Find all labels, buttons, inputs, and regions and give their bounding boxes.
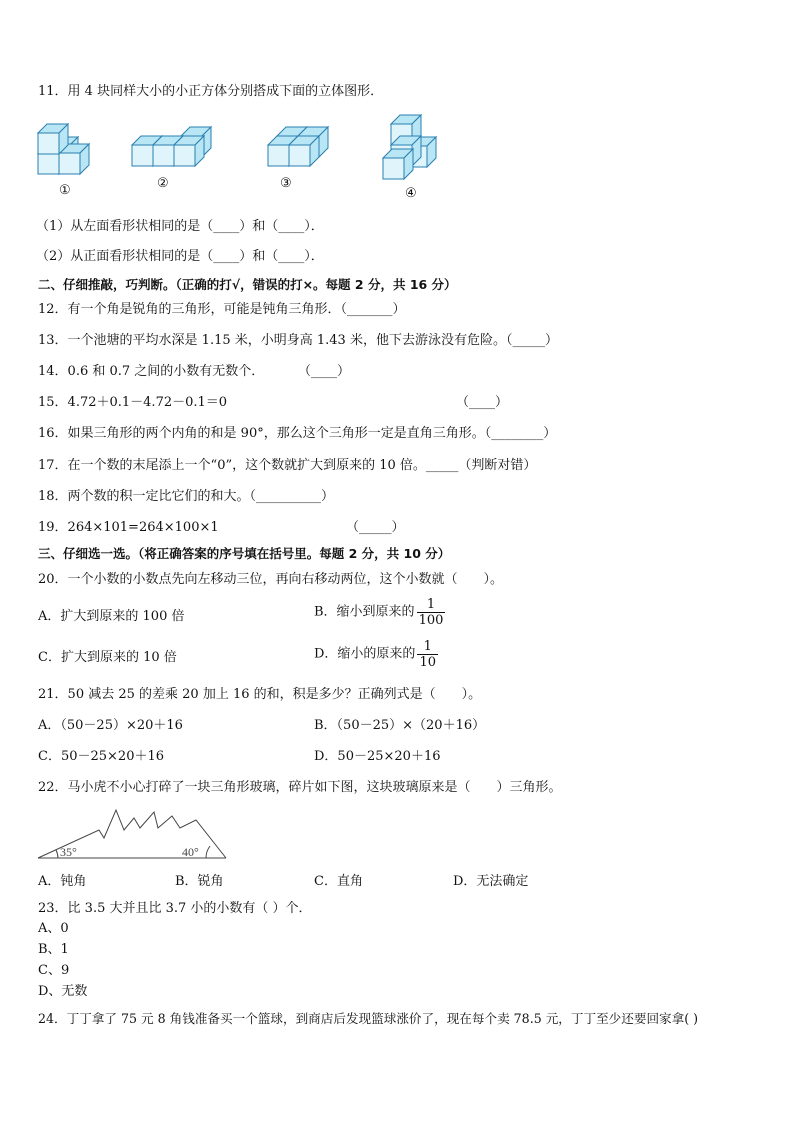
q21-option-b: B．（50－25）×（20＋16）	[314, 718, 486, 733]
q11-sub2: （2）从正面看形状相同的是（____）和（____）．	[36, 249, 324, 264]
q20-option-d-text: D．缩小的原来的	[314, 646, 416, 662]
cube-figure-4	[381, 113, 447, 183]
q23-option-c: C、9	[38, 963, 70, 978]
q23-option-a: A、0	[38, 921, 69, 936]
angle-arc-left	[56, 850, 58, 858]
fraction-denominator: 10	[419, 655, 436, 670]
q16: 16．如果三角形的两个内角的和是 90°，那么这个三角形一定是直角三角形。（________）	[38, 426, 557, 441]
cube-front-face	[132, 145, 153, 166]
q20-option-b	[314, 597, 445, 628]
q21-stem: 21．50 减去 25 的差乘 20 加上 16 的和，积是多少？正确列式是（ ）。	[38, 687, 482, 702]
cube-front-face	[38, 153, 59, 174]
q11-stem: 11．用 4 块同样大小的小正方体分别搭成下面的立体图形．	[38, 84, 384, 99]
q23-option-b: B、1	[38, 942, 69, 957]
fraction-numerator: 1	[417, 639, 438, 655]
q15-blank: （____）	[456, 395, 509, 410]
q21-option-d: D．50－25×20＋16	[314, 749, 441, 764]
fraction-1-10	[417, 639, 438, 670]
cube-figure-1	[36, 116, 106, 178]
q22-option-a: A．钝角	[38, 874, 87, 889]
cube-front-face	[59, 153, 80, 174]
angle-label-left: 35°	[60, 845, 77, 859]
cube-front-face	[289, 145, 310, 166]
cube-figure-2	[130, 126, 220, 172]
cube-front-face	[38, 133, 59, 154]
fraction-denominator: 100	[418, 613, 444, 628]
q24-stem: 24．丁丁拿了 75 元 8 角钱准备买一个篮球，到商店后发现篮球涨价了，现在每个卖 78.5 元，丁丁至少还要回家拿( )	[38, 1011, 699, 1026]
q22-option-b: B．锐角	[175, 874, 224, 889]
q20-option-c: C．扩大到原来的 10 倍	[38, 650, 177, 665]
q20-stem: 20．一个小数的小数点先向左移动三位，再向右移动两位，这个小数就（ ）。	[38, 572, 504, 587]
q21-option-a: A．（50－25）×20＋16	[38, 718, 183, 733]
q11-sub1: （1）从左面看形状相同的是（____）和（____）．	[36, 219, 324, 234]
q12: 12．有一个角是锐角的三角形，可能是钝角三角形．（_______）	[38, 302, 406, 317]
q23-stem: 23．比 3.5 大并且比 3.7 小的小数有（ ）个．	[38, 901, 312, 916]
q21-option-c: C．50－25×20＋16	[38, 749, 165, 764]
angle-arc-right	[206, 846, 210, 858]
q22-stem: 22．马小虎不小心打碎了一块三角形玻璃，碎片如下图，这块玻璃原来是（ ）三角形。	[38, 780, 562, 795]
q19-blank: （_____）	[346, 520, 405, 535]
q18: 18．两个数的积一定比它们的和大。（__________）	[38, 489, 335, 504]
cube-front-face	[383, 158, 404, 179]
q14: 14．0.6 和 0.7 之间的小数有无数个．	[38, 364, 265, 379]
figure-label-3: ③	[280, 176, 292, 191]
q22-option-c: C．直角	[314, 874, 363, 889]
fraction-1-100	[417, 597, 446, 628]
cube-front-face	[153, 145, 174, 166]
section2-title: 二、仔细推敲，巧判断。（正确的打√，错误的打×。每题 2 分，共 16 分）	[38, 277, 457, 292]
q15: 15．4.72＋0.1－4.72－0.1＝0	[38, 395, 228, 410]
fraction-numerator: 1	[417, 597, 446, 613]
figure-label-4: ④	[405, 186, 417, 201]
q23-option-d: D、无数	[38, 984, 88, 999]
q13: 13．一个池塘的平均水深是 1.15 米，小明身高 1.43 米，他下去游泳没有危险。（_____）	[38, 333, 558, 348]
figure-label-2: ②	[157, 176, 169, 191]
q20-option-d	[314, 639, 438, 670]
cube-front-face	[268, 145, 289, 166]
q17: 17．在一个数的末尾添上一个“0”，这个数就扩大到原来的 10 倍。_____（判断对错）	[38, 458, 537, 473]
cube-figure-3	[266, 126, 338, 172]
cube-front-face	[174, 145, 195, 166]
q20-option-a: A．扩大到原来的 100 倍	[38, 609, 185, 624]
q20-option-b-text: B．缩小到原来的	[314, 604, 415, 620]
q22-option-d: D．无法确定	[453, 874, 529, 889]
figure-label-1: ①	[59, 183, 71, 198]
section3-title: 三、仔细选一选。（将正确答案的序号填在括号里。每题 2 分，共 10 分）	[38, 546, 451, 561]
angle-label-right: 40°	[182, 845, 199, 859]
broken-glass-figure	[36, 806, 228, 862]
q19: 19．264×101=264×100×1	[38, 520, 219, 535]
q14-blank: （____）	[298, 364, 351, 379]
